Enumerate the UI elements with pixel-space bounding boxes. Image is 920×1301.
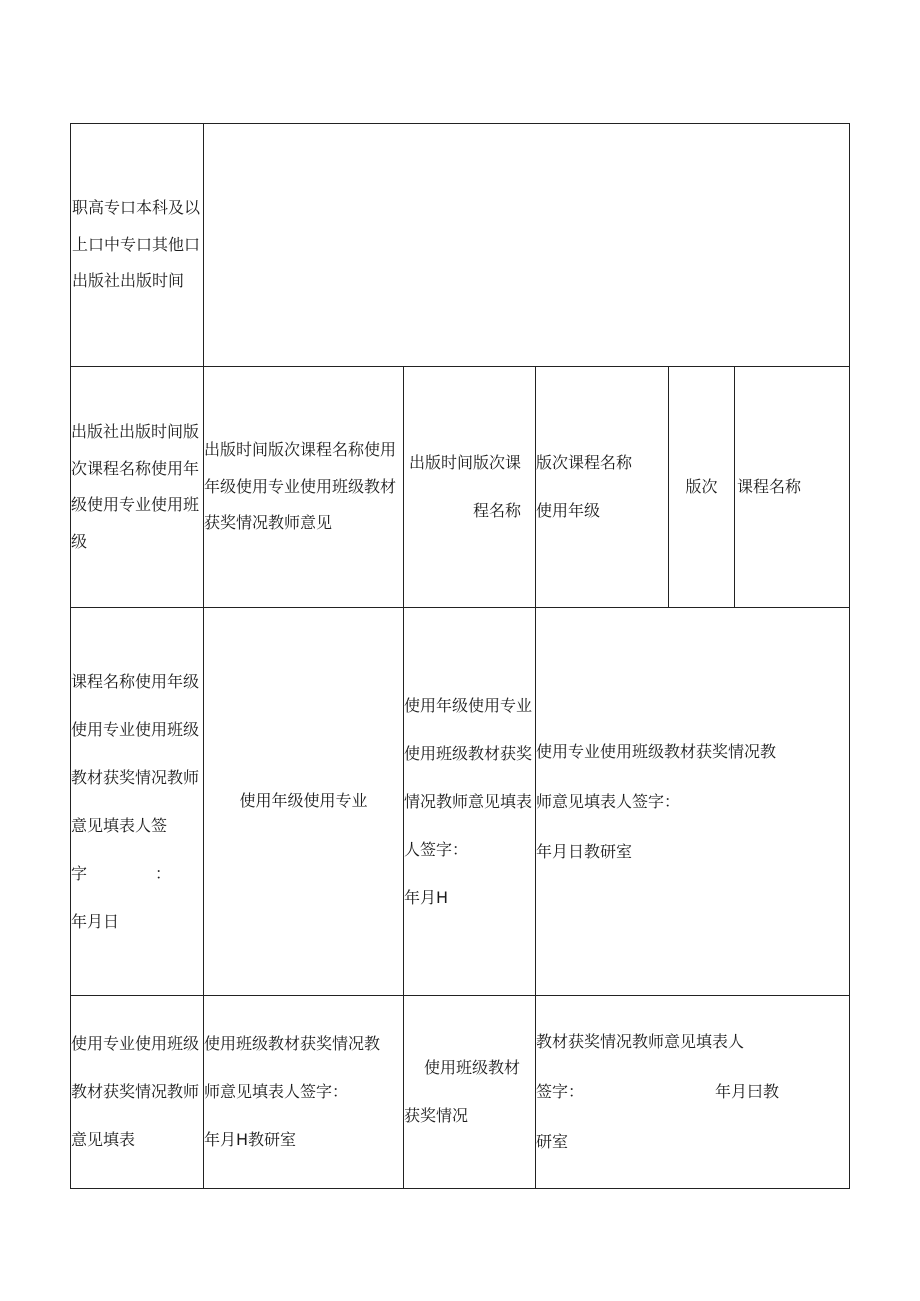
row4-cell-4-line3: 研室 [536, 1132, 569, 1151]
row1-label-text: 职高专口本科及以上口中专口其他口出版社出版时间 [72, 198, 201, 291]
row3-cell-1-sign-label: 字 [71, 863, 88, 883]
row4-cell-2 [204, 996, 403, 1188]
row4-cell-4 [536, 996, 849, 1188]
row3-cell-1-date: 年月日 [71, 911, 120, 931]
row2-cell-3-value: 出版时间版次课程名称 [408, 453, 521, 520]
row3-cell-4-date: 年月日教研室 [536, 841, 633, 861]
row3-cell-4-text: 使用专业使用班级教材获奖情况教师意见填表人签字： [536, 741, 777, 811]
row3-cell-1-sign-line [71, 850, 203, 898]
row2-cell-1 [71, 367, 203, 607]
row4-cell-2-block [204, 1020, 403, 1164]
row4-cell-3-text: 使用班级教材获奖情况 [404, 1058, 521, 1125]
row2-cell-5 [669, 367, 734, 607]
row4-cell-1 [71, 996, 203, 1188]
row4-cell-3 [404, 996, 535, 1188]
row3-cell-2-text: 使用年级使用专业 [239, 791, 368, 811]
row3-cell-4-block [536, 727, 849, 877]
row1-value-cell [204, 124, 849, 366]
row4-cell-4-text: 教材获奖情况教师意见填表人 [536, 1032, 745, 1051]
row2-cell-3-text [404, 439, 535, 535]
row2-cell-5-text: 版次 [685, 476, 718, 496]
row2-cell-2 [204, 367, 403, 607]
row3-cell-3 [404, 608, 535, 995]
row3-cell-1-text: 课程名称使用年级使用专业使用班级教材获奖情况教师意见填表人签 [71, 671, 200, 835]
row2-cell-1-text: 出版社出版时间版次课程名称使用年级使用专业使用班级 [71, 422, 200, 551]
row3-cell-3-date: 年月H [404, 887, 449, 907]
row4-cell-2-text: 使用班级教材获奖情况教师意见填表人签字： [204, 1034, 381, 1101]
form-table [70, 123, 850, 1189]
row3-cell-4 [536, 608, 849, 995]
row2-cell-6-text: 课程名称 [737, 476, 802, 496]
row2-cell-6 [735, 367, 849, 607]
row3-cell-1 [71, 608, 203, 995]
row3-cell-1-colon: ： [154, 863, 171, 883]
row2-cell-3 [404, 367, 535, 607]
row4-cell-4-block [536, 1017, 849, 1167]
row3-cell-3-block [404, 682, 535, 922]
row3-cell-2 [204, 608, 403, 995]
row2-cell-4-text: 版次课程名称使用年级 [536, 453, 633, 520]
row4-cell-1-text: 使用专业使用班级教材获奖情况教师意见填表 [71, 1034, 200, 1149]
row2-cell-3-line [406, 439, 535, 535]
row2-cell-4 [536, 367, 668, 607]
row4-cell-2-date: 年月H教研室 [204, 1130, 297, 1149]
row3-cell-3-text: 使用年级使用专业使用班级教材获奖情况教师意见填表人签字： [404, 695, 533, 859]
row3-cell-1-block [71, 658, 203, 946]
row4-cell-4-sign-line [536, 1067, 849, 1117]
row2-cell-2-text: 出版时间版次课程名称使用年级使用专业使用班级教材获奖情况教师意见 [204, 440, 397, 533]
row4-cell-4-sign-label: 签字： [536, 1082, 585, 1101]
row4-cell-4-date: 年月曰教 [714, 1082, 779, 1101]
row1-label-cell [71, 124, 203, 366]
